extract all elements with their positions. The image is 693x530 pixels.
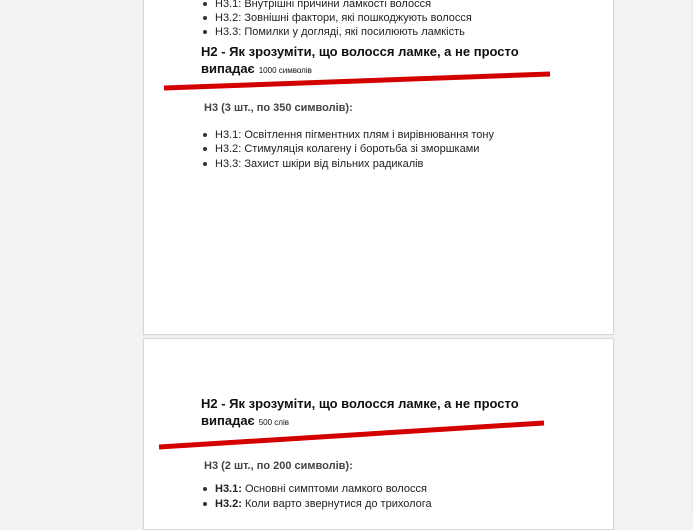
document-page-2 [143,338,614,530]
list-item: Н3.2: Стимуляція колагену і боротьба зі зморшками [215,143,480,155]
item-label: Основні симптоми ламкого волосся [244,483,427,495]
list-item [215,482,427,496]
word-count-note: 500 слів [258,418,289,427]
character-count-note: 1000 символів [258,66,312,75]
list-item: Н3.3: Захист шкіри від вільних радикалів [215,158,424,170]
heading-text: Н2 - Як зрозуміти, що волосся ламке, а не просто випадає [201,44,519,76]
item-prefix: Н3.1: [215,483,242,495]
list-item: Н3.1: Внутрішні причини ламкості волосся [215,0,431,11]
list-item: Н3.2: Зовнішні фактори, які пошкоджують волосся [215,12,472,24]
heading-text: Н2 - Як зрозуміти, що волосся ламке, а не просто випадає [201,396,519,428]
list-item: Н3.3: Помилки у догляді, які посилюють ламкість [215,26,465,38]
list-item: Н3.1: Освітлення пігментних плям і вирівнювання тону [215,129,494,141]
item-prefix: Н3.2: [215,498,242,510]
list-item [215,497,432,511]
subheading-h3-spec: Н3 (2 шт., по 200 символів): [204,460,353,472]
document-page-1 [143,0,614,335]
item-label: Коли варто звернутися до трихолога [244,498,432,510]
subheading-h3-spec: Н3 (3 шт., по 350 символів): [204,102,353,114]
